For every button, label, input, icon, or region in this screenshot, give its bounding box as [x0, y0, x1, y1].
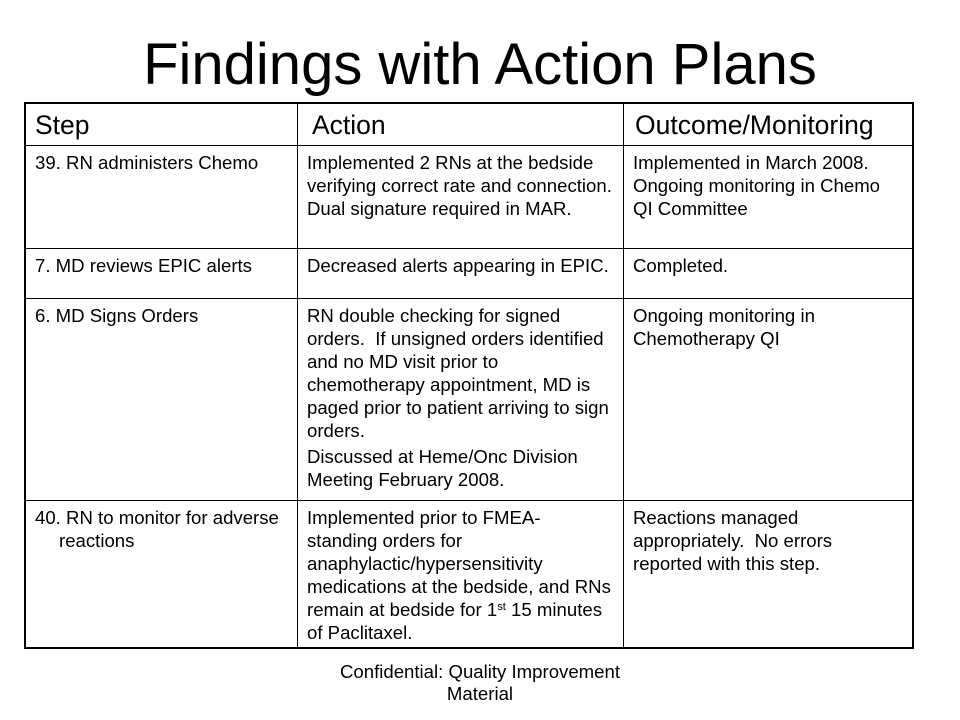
- header-action: Action: [298, 104, 624, 146]
- action-line: anaphylactic/hypersensitivity: [307, 553, 543, 574]
- action-cell: [298, 299, 624, 501]
- slide-title: Findings with Action Plans: [143, 32, 817, 97]
- outcome-cell: [624, 146, 912, 249]
- action-line: orders.: [307, 420, 365, 441]
- action-paragraph: [307, 304, 617, 442]
- action-paragraph: [307, 151, 617, 220]
- outcome-line: Implemented in March 2008.: [633, 152, 869, 173]
- table-row: [26, 501, 912, 647]
- action-line: of Paclitaxel.: [307, 622, 413, 643]
- action-line: Dual signature required in MAR.: [307, 198, 572, 219]
- action-line-text: remain at bedside for 1: [307, 599, 498, 620]
- action-line: medications at the bedside, and RNs: [307, 576, 611, 597]
- findings-table: [24, 102, 914, 649]
- outcome-line: appropriately. No errors: [633, 530, 833, 551]
- step-cell: [26, 146, 298, 249]
- outcome-line: Ongoing monitoring in Chemo: [633, 175, 881, 196]
- action-line: Decreased alerts appearing in EPIC.: [307, 255, 609, 276]
- action-line: [307, 598, 617, 621]
- action-line-text: 15 minutes: [505, 599, 602, 620]
- action-line: paged prior to patient arriving to sign: [307, 397, 609, 418]
- action-paragraph: [307, 445, 617, 491]
- outcome-cell: [624, 249, 912, 299]
- action-paragraph: [307, 254, 617, 277]
- action-line: standing orders for: [307, 530, 463, 551]
- outcome-line: Reactions managed: [633, 507, 799, 528]
- step-cell: [26, 501, 298, 647]
- action-line: Implemented 2 RNs at the bedside: [307, 152, 594, 173]
- header-step: Step: [26, 104, 298, 146]
- table-header-row: [26, 104, 912, 146]
- outcome-cell: [624, 299, 912, 501]
- outcome-line: Ongoing monitoring in: [633, 305, 815, 326]
- step-line: 39. RN administers Chemo: [35, 152, 259, 173]
- action-paragraph: [307, 506, 617, 644]
- table-row: [26, 249, 912, 299]
- step-line: 40. RN to monitor for adverse: [35, 507, 279, 528]
- outcome-line: reported with this step.: [633, 553, 821, 574]
- action-line: Meeting February 2008.: [307, 469, 505, 490]
- action-line: RN double checking for signed: [307, 305, 561, 326]
- step-cell: [26, 299, 298, 501]
- outcome-line: Chemotherapy QI: [633, 328, 780, 349]
- action-line: Implemented prior to FMEA-: [307, 507, 541, 528]
- action-line: Discussed at Heme/Onc Division: [307, 446, 578, 467]
- table-body: [26, 104, 912, 647]
- header-outcome: Outcome/Monitoring: [624, 104, 912, 146]
- action-cell: [298, 249, 624, 299]
- ordinal-superscript: st: [497, 600, 506, 613]
- action-cell: [298, 501, 624, 647]
- outcome-line: Completed.: [633, 255, 729, 276]
- action-cell: [298, 146, 624, 249]
- table-row: [26, 146, 912, 249]
- action-line: chemotherapy appointment, MD is: [307, 374, 591, 395]
- action-line: orders. If unsigned orders identified: [307, 328, 604, 349]
- action-line: verifying correct rate and connection.: [307, 175, 612, 196]
- outcome-line: QI Committee: [633, 198, 748, 219]
- step-line: 6. MD Signs Orders: [35, 305, 199, 326]
- step-line: 7. MD reviews EPIC alerts: [35, 255, 252, 276]
- outcome-cell: [624, 501, 912, 647]
- step-line: reactions: [59, 530, 135, 551]
- table-row: [26, 299, 912, 501]
- slide-footer: Confidential: Quality Improvement Material: [339, 661, 621, 704]
- action-line: and no MD visit prior to: [307, 351, 499, 372]
- step-cell: [26, 249, 298, 299]
